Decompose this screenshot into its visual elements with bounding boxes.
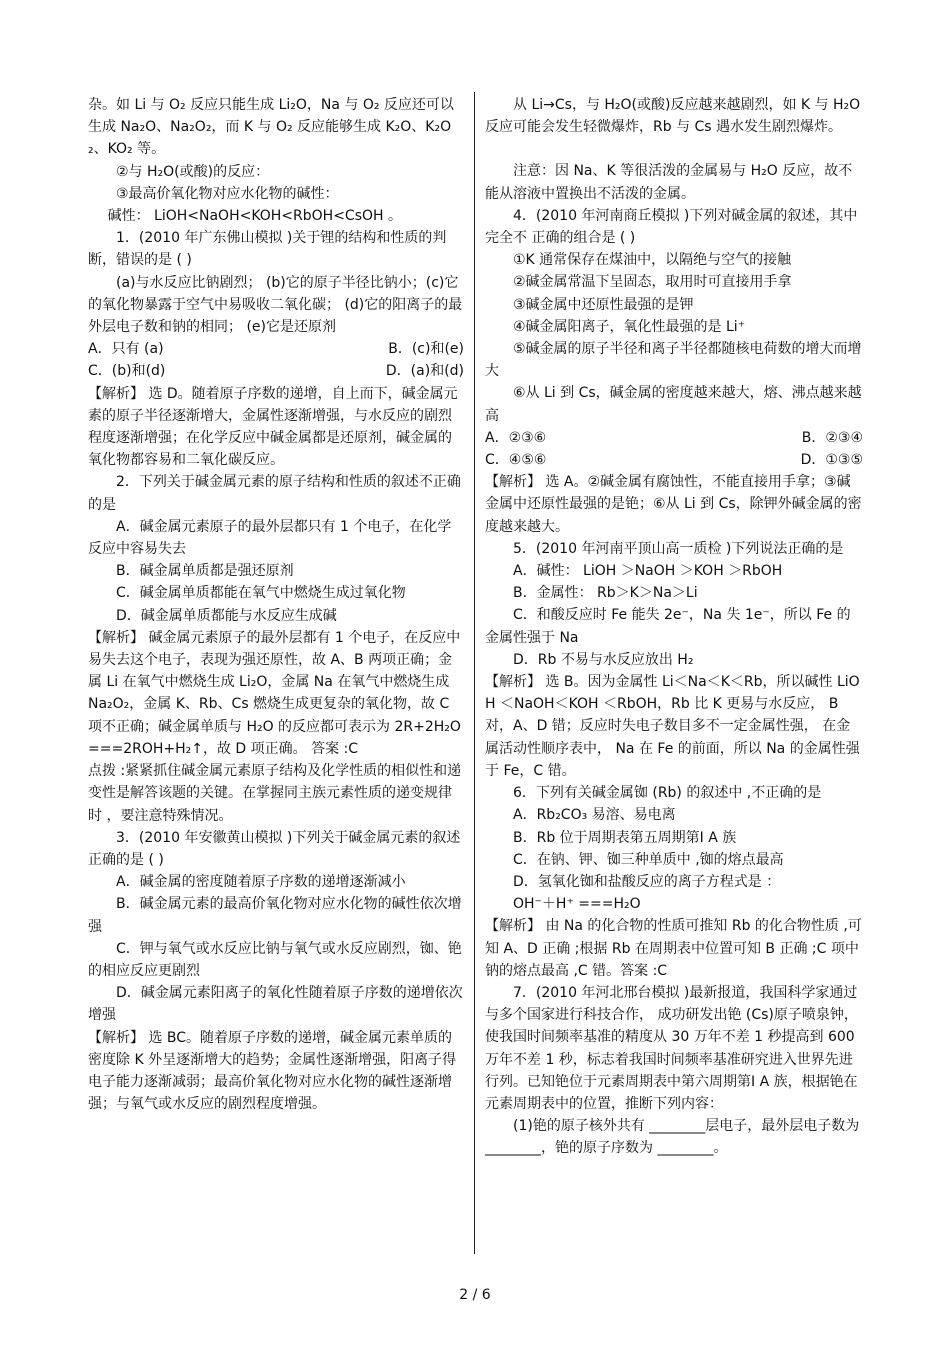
right-column [485,94,863,1160]
spacer [485,138,863,160]
paragraph: (a)与水反应比钠剧烈； (b)它的原子半径比钠小；(c)它的氧化物暴露于空气中易吸收二氧化碳； (d)它的阳离子的最外层电子数和钠的相同； (e)它是还原剂 [88,274,463,336]
paragraph: B．碱金属单质都是强还原剂 [116,563,294,580]
paragraph [88,360,464,382]
paragraph: C．和酸反应时 Fe 能失 2e⁻，Na 失 1e⁻，所以 Fe 的金属性强于 Na [485,607,851,646]
paragraph: A．碱金属元素原子的最外层都只有 1 个电子，在化学反应中容易失去 [88,518,452,558]
paragraph: B．碱金属元素的最高价氧化物对应水化物的碱性依次增强 [88,896,462,935]
paragraph: 2．下列关于碱金属元素的原子结构和性质的叙述不正确的是 [88,474,461,513]
paragraph: A．碱金属的密度随着原子序数的递增逐渐减小 [116,874,406,891]
paragraph: ①K 通常保存在煤油中，以隔绝与空气的接触 [513,252,792,269]
option-text: A．②③⑥ [485,429,547,446]
option-text: C．(b)和(d) [88,363,166,380]
page-number: 2 / 6 [459,1287,491,1303]
paragraph: ④碱金属阳离子，氧化性最强的是 Li⁺ [513,318,746,335]
paragraph [485,427,863,449]
paragraph: (1)铯的原子核外共有 ________层电子，最外层电子数为 ________，铯的原子序数为 ________。 [485,1118,860,1157]
paragraph [88,338,464,360]
option-text: B．②③④ [801,429,863,446]
paragraph: 4．(2010 年河南商丘模拟 )下列对碱金属的叙述，其中完全不 正确的组合是 ( ) [485,207,858,247]
paragraph: D．氢氧化铷和盐酸反应的离子方程式是 ： [513,873,781,890]
paragraph: B．Rb 位于周期表第五周期第Ⅰ A 族 [513,829,737,846]
paragraph: 【解析】 碱金属元素原子的最外层都有 1 个电子，在反应中易失去这个电子，表现为强还原性，故 A、B 两项正确；金属 Li 在氧气中燃烧生成 Li₂O，金属 Na 在氧气中燃烧生成 Na₂O₂，金属 K、Rb、Cs 燃烧生成更复杂的氧化物，故 C 项不正确；碱金属单质与 H₂O 的反应都可表示为 2R+2H₂O===2ROH+H₂↑，故 D 项正确。 答案 :C [88,629,461,757]
left-column [88,94,464,1115]
paragraph: 【解析】 选 D。随着原子序数的递增，自上而下，碱金属元素的原子半径逐渐增大，金属性逐渐增强，与水反应的剧烈程度逐渐增强；在化学反应中碱金属都是还原剂，碱金属的氧化物都容易和二氧化碳反应。 [88,385,458,469]
paragraph: 碱性： LiOH<NaOH<KOH<RbOH<CsOH 。 [107,208,402,225]
paragraph: A．Rb₂CO₃ 易溶、易电离 [513,807,676,824]
option-text: C．④⑤⑥ [485,452,547,469]
paragraph: 【解析】 选 BC。随着原子序数的递增，碱金属元素单质的密度除 K 外呈逐渐增大的趋势；金属性逐渐增强，阳离子得电子能力逐渐减弱；最高价氧化物对应水化物的碱性逐渐增强；与氧气或水反应的剧烈程度增强。 [88,1029,457,1113]
paragraph: 点拨 :紧紧抓住碱金属元素原子结构及化学性质的相似性和递变性是解答该题的关键。在掌握同主族元素性质的递变规律时 ，要注意特殊情况。 [88,763,462,824]
paragraph: C．钾与氧气或水反应比钠与氧气或水反应剧烈，铷、铯的相应反应更剧烈 [88,940,462,979]
paragraph: ⑥从 Li 到 Cs，碱金属的密度越来越大，熔、沸点越来越高 [485,385,862,424]
option-text: D．①③⑤ [800,452,863,469]
paragraph: 5．(2010 年河南平顶山高一质检 )下列说法正确的是 [513,540,844,557]
paragraph: D．碱金属单质都能与水反应生成碱 [116,607,337,624]
paragraph: 1．(2010 年广东佛山模拟 )关于锂的结构和性质的判断，错误的是 ( ) [88,230,447,269]
paragraph [485,449,863,471]
paragraph: 【解析】 选 A。②碱金属有腐蚀性，不能直接用手拿；③碱金属中还原性最强的是铯；⑥从 Li 到 Cs，除钾外碱金属的密度越来越大。 [485,474,862,535]
paragraph: 从 Li→Cs，与 H₂O(或酸)反应越来越剧烈，如 K 与 H₂O 反应可能会发生轻微爆炸，Rb 与 Cs 遇水发生剧烈爆炸。 [485,97,861,136]
paragraph: ③最高价氧化物对应水化物的碱性： [116,185,339,202]
paragraph: A．碱性： LiOH ＞NaOH ＞KOH ＞RbOH [513,563,783,580]
option-text: B．(c)和(e) [388,341,464,358]
paragraph: ③碱金属中还原性最强的是钾 [513,296,694,313]
option-text: A．只有 (a) [88,341,164,358]
paragraph: 3．(2010 年安徽黄山模拟 )下列关于碱金属元素的叙述正确的是 ( ) [88,829,461,868]
paragraph: 7．(2010 年河北邢台模拟 )最新报道，我国科学家通过与多个国家进行科技合作， 成功研发出铯 (Cs)原子喷泉钟，使我国时间频率基准的精度从 30 万年不差 1 秒提高到 600 万年不差 1 秒，标志着我国时间频率基准研究进入世界先进行列。已知铯位于元素周期表中第六周期第Ⅰ A 族，根据铯在元素周期表中的位置，推断下列内容： [485,984,858,1112]
paragraph: B．金属性： Rb＞K＞Na＞Li [513,585,698,602]
paragraph: ②与 H₂O(或酸)的反应： [116,163,270,180]
paragraph: 6．下列有关碱金属铷 (Rb) 的叙述中 ,不正确的是 [513,785,822,802]
paragraph: C．在钠、钾、铷三种单质中 ,铷的熔点最高 [513,851,784,868]
column-divider [474,92,475,1254]
paragraph: 【解析】 由 Na 的化合物的性质可推知 Rb 的化合物性质 ,可知 A、D 正确 ;根据 Rb 在周期表中位置可知 B 正确 ;C 项中钠的熔点最高 ,C 错。答案 :C [485,918,862,979]
paragraph: 【解析】 选 B。因为金属性 Li＜Na＜K＜Rb，所以碱性 LiOH ＜NaOH＜KOH ＜RbOH，Rb 比 K 更易与水反应， B 对，A、D 错；反应时失电子数目多不一定金属性强， 在金属活动性顺序表中， Na 在 Fe 的前面，所以 Na 的金属性强于 Fe，C 错。 [485,674,860,779]
paragraph: ⑤碱金属的原子半径和离子半径都随核电荷数的增大而增大 [485,341,862,380]
paragraph: D．Rb 不易与水反应放出 H₂ [513,651,694,668]
paragraph: D．碱金属元素阳离子的氧化性随着原子序数的递增依次增强 [88,985,463,1024]
paragraph: ②碱金属常温下呈固态，取用时可直接用手拿 [513,274,792,291]
paragraph: C．碱金属单质都能在氧气中燃烧生成过氧化物 [116,585,406,602]
option-text: D．(a)和(d) [385,363,464,380]
paragraph: 注意：因 Na、K 等很活泼的金属易与 H₂O 反应，故不能从溶液中置换出不活泼的金属。 [485,163,853,202]
paragraph: OH⁻＋H⁺ ===H₂O [513,896,641,913]
paragraph: 杂。如 Li 与 O₂ 反应只能生成 Li₂O，Na 与 O₂ 反应还可以生成 Na₂O、Na₂O₂，而 K 与 O₂ 反应能够生成 K₂O、K₂O₂、KO₂ 等。 [88,97,454,158]
